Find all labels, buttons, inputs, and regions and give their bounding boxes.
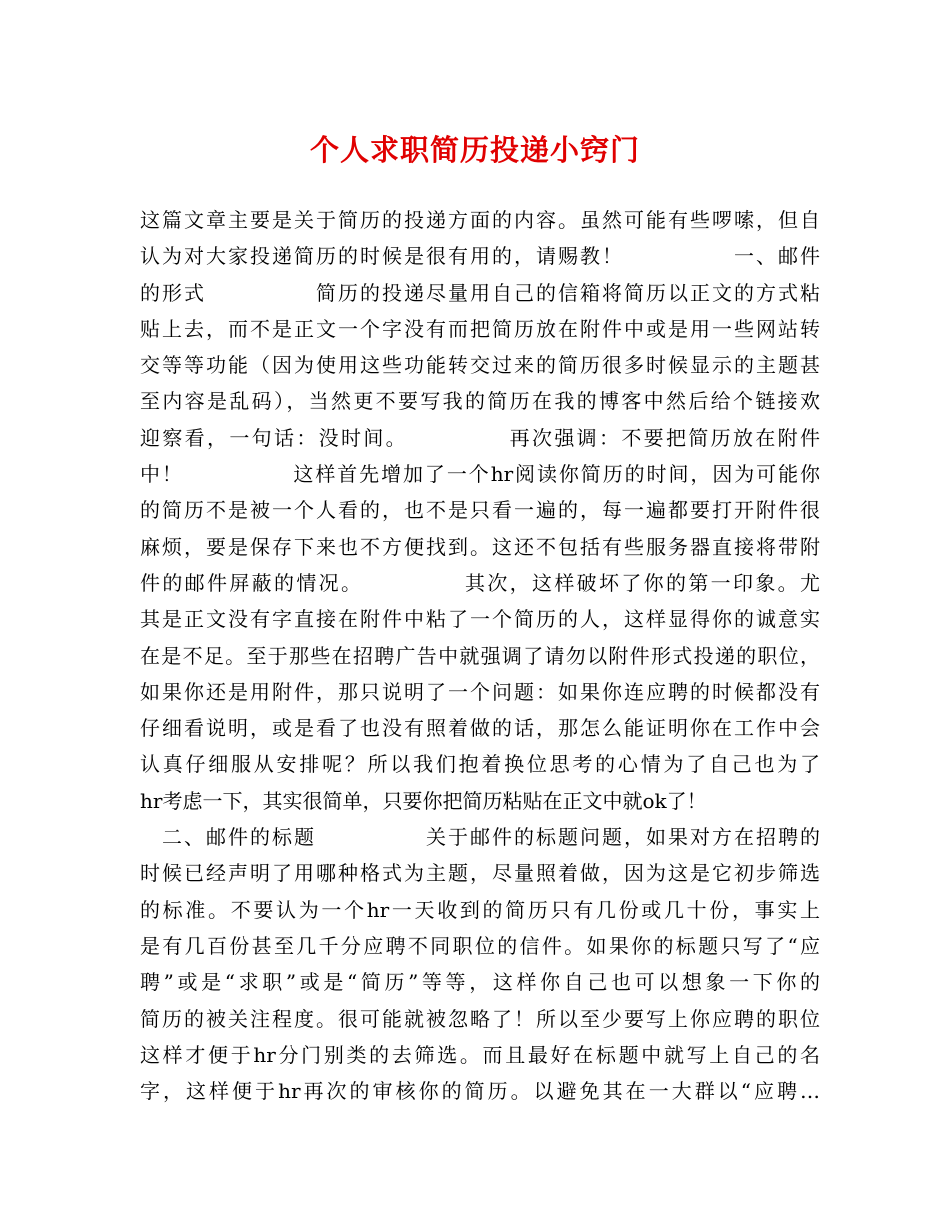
- body-line: 件的邮件屏蔽的情况。 其次，这样破坏了你的第一印象。尤: [140, 570, 820, 595]
- body-line: 是有几百份甚至几千分应聘不同职位的信件。如果你的标题只写了“应: [140, 933, 820, 958]
- body-line: 仔细看说明，或是看了也没有照着做的话，那怎么能证明你在工作中会: [140, 716, 820, 741]
- body-line: 认真仔细服从安排呢？所以我们抱着换位思考的心情为了自己也为了: [140, 752, 820, 777]
- body-line: 迎察看，一句话：没时间。 再次强调：不要把简历放在附件: [140, 425, 820, 450]
- body-line: 如果你还是用附件，那只说明了一个问题：如果你连应聘的时候都没有: [140, 679, 820, 704]
- body-line: 贴上去，而不是正文一个字没有而把简历放在附件中或是用一些网站转: [140, 316, 820, 341]
- body-line: 的形式 简历的投递尽量用自己的信箱将简历以正文的方式粘: [140, 280, 820, 305]
- body-line: 二、邮件的标题 关于邮件的标题问题，如果对方在招聘的: [140, 825, 820, 850]
- document-title: 个人求职简历投递小窍门: [309, 133, 640, 167]
- body-line: 中！ 这样首先增加了一个hr阅读你简历的时间，因为可能你: [140, 462, 820, 487]
- body-line: 这样才便于hr分门别类的去筛选。而且最好在标题中就写上自己的名: [140, 1042, 820, 1067]
- body-line: 在是不足。至于那些在招聘广告中就强调了请勿以附件形式投递的职位，: [140, 643, 820, 668]
- body-line: 简历的被关注程度。很可能就被忽略了！所以至少要写上你应聘的职位: [140, 1006, 820, 1031]
- body-line: 麻烦，要是保存下来也不方便找到。这还不包括有些服务器直接将带附: [140, 534, 820, 559]
- body-line: 的标准。不要认为一个hr一天收到的简历只有几份或几十份，事实上: [140, 897, 820, 922]
- document-body: [140, 202, 820, 1109]
- body-line: 这篇文章主要是关于简历的投递方面的内容。虽然可能有些啰嗦，但自: [140, 208, 820, 232]
- body-line: 字，这样便于hr再次的审核你的简历。以避免其在一大群以“应聘…: [140, 1079, 820, 1104]
- body-line: 聘”或是“求职”或是“简历”等等，这样你自己也可以想象一下你的: [140, 970, 820, 995]
- body-line: 认为对大家投递简历的时候是很有用的，请赐教！ 一、邮件: [140, 244, 820, 269]
- body-line: 的简历不是被一个人看的，也不是只看一遍的，每一遍都要打开附件很: [140, 498, 820, 523]
- body-line: 交等等功能（因为使用这些功能转交过来的简历很多时候显示的主题甚: [140, 353, 820, 378]
- body-line: 至内容是乱码），当然更不要写我的简历在我的博客中然后给个链接欢: [140, 389, 820, 414]
- body-line: hr考虑一下，其实很简单，只要你把简历粘贴在正文中就ok了！: [140, 788, 707, 813]
- body-line: 其是正文没有字直接在附件中粘了一个简历的人，这样显得你的诚意实: [140, 607, 820, 632]
- body-line: 时候已经声明了用哪种格式为主题，尽量照着做，因为这是它初步筛选: [140, 861, 820, 886]
